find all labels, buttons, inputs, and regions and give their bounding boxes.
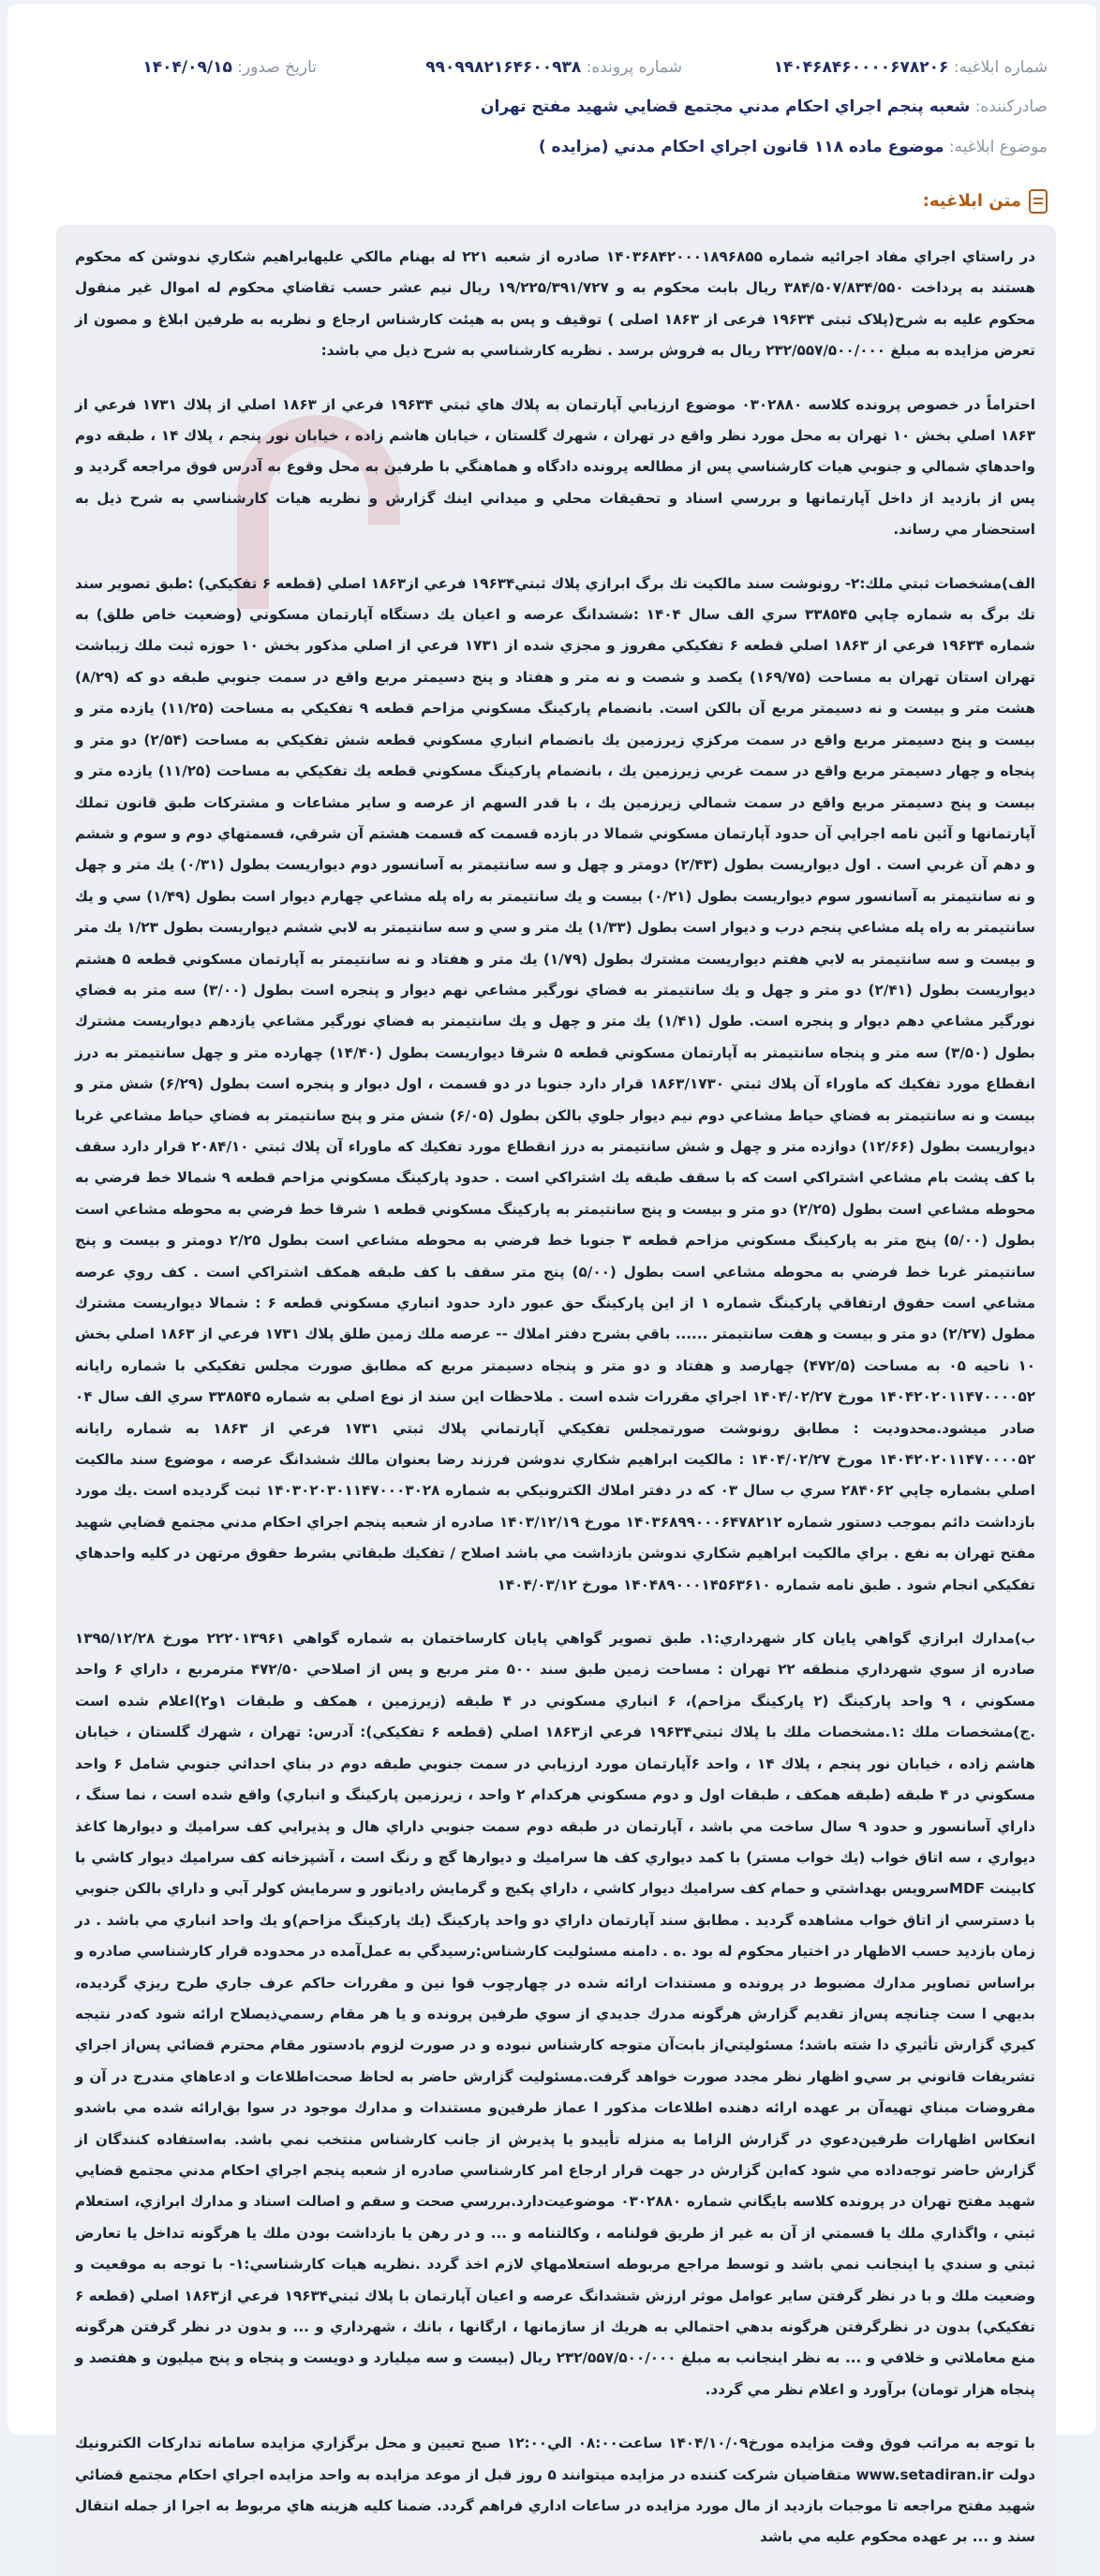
notice-body-text: [75, 242, 1035, 2554]
document-icon: [1029, 189, 1048, 214]
paragraph-expert-intro: احتراماً در خصوص پرونده كلاسه ۰۳۰۲۸۸۰ موضوع ارزيابي آپارتمان به پلاك هاي ثبتي ۱۹۶۳۴ فرعي از ۱۸۶۳ اصلي از پلاك ۱۷۳۱ فرعي از ۱۸۶۳ اصلي بخش ۱۰ تهران به محل مورد نظر واقع در تهران ، شهرك گلستان ، خيابان هاشم زاده ، خيابان نور پنجم ، پلاك ۱۴ ، طبقه دوم واحدهاي شمالي و جنوبي هيات كارشناسي پس از مطالعه پرونده دادگاه و هماهنگي با طرفين به محل وقوع به آدرس فوق مراجعه گرديد و پس از بازديد از داخل آپارتمانها و بررسي اسناد و تحقيقات محلي و ميداني اينك گزارش و نظريه هيات كارشناسي به شرح ذيل به استحضار مي رساند.: [75, 395, 1035, 539]
issue-date: ۱۴۰۴/۰۹/۱۵: [142, 58, 232, 77]
notice-meta-row: [45, 56, 1048, 79]
issuer: شعبه پنجم اجراي احكام مدني مجتمع قضايي شهيد مفتح تهران: [481, 97, 971, 116]
notice-number: ۱۴۰۴۶۸۴۶۰۰۰۰۶۷۸۲۰۶: [773, 58, 949, 77]
notice-number-field: شماره ابلاغيه: ۱۴۰۴۶۸۴۶۰۰۰۰۶۷۸۲۰۶: [773, 58, 1048, 77]
subject: موضوع ماده ۱۱۸ قانون اجراي احكام مدني (مزايده ): [538, 138, 944, 156]
paragraph-registration-details: الف)مشخصات ثبتي ملك:۲- رونوشت سند مالكيت تك برگ ابرازي پلاك ثبتي۱۹۶۳۴ فرعي از۱۸۶۳ اصلي (قطعه ۶ تفكيكي) :طبق تصوير سند تك برگ به شماره چاپي ۳۳۸۵۴۵ سري الف سال ۱۴۰۴ :ششدانگ عرصه و اعيان يك دستگاه آپارتمان مسكوني (وضعيت خاص طلق) به شماره ۱۹۶۳۴ فرعي از ۱۸۶۳ اصلي قطعه ۶ تفكيكي مفروز و مجزي شده از ۱۷۳۱ فرعي از اصلي مذكور بخش ۱۰ حوزه ثبت ملك زيباشت تهران استان تهران به مساحت (۱۶۹/۷۵) يكصد و شصت و نه متر و هفتاد و پنج دسيمتر مربع واقع در سمت جنوبي طبقه دو كه (۸/۲۹) هشت متر و بيست و نه دسيمتر مربع آن بالكن است. بانضمام پاركينگ مسكوني مزاحم قطعه ۹ تفكيكي به مساحت (۱۱/۲۵) يازده متر و بيست و پنج دسيمتر مربع واقع در سمت مركزي زيرزمين يك بانضمام انباري مسكوني قطعه شش تفكيكي به مساحت (۲/۵۴) دو متر و پنجاه و چهار دسيمتر مربع واقع در سمت غربي زيرزمين يك ، بانضمام پاركينگ مسكوني قطعه يك تفكيكي به مساحت (۱۱/۲۵) يازده متر و بيست و پنج دسيمتر مربع واقع در سمت شمالي زيرزمين يك ، با قدر السهم از عرصه و ساير مشاعات و مشتركات طبق قانون تملك آپارتمانها و آئين نامه اجرايي آن حدود آپارتمان مسكوني شمالا در بازده قسمت كه قسمت هشتم آن شرقي، قسمتهاي دوم و سوم و ششم و دهم آن غربي است . اول ديواريست بطول (۲/۴۳) دومتر و چهل و سه سانتيمتر به آسانسور دوم ديواريست بطول (۰/۳۱) يك متر و چهل و نه سانتيمتر به آسانسور سوم ديواريست بطول (۰/۲۱) بيست و يك سانتيمتر به راه پله مشاعي چهارم ديوار است بطول (۱/۴۹) سي و يك سانتيمتر به راه پله مشاعي پنجم درب و ديوار است بطول (۱/۳۳) يك متر و سي و سه سانتيمتر به لابي ششم ديواريست بطول ۱/۲۳ يك متر و بيست و سه سانتيمتر به لابي هفتم ديواريست مشترك بطول (۱/۷۹) يك متر و هفتاد و نه سانتيمتر به آپارتمان مسكوني قطعه ۵ هشتم ديواريست بطول (۲/۴۱) دو متر و چهل و يك سانتيمتر به فضاي نورگير مشاعي نهم ديوار و پنجره است بطول (۳/۰۰) سه متر به فضاي نورگير مشاعي دهم ديوار و پنجره است. طول (۱/۴۱) يك متر و چهل و يك سانتيمتر به فضاي نورگير مشاعي يازدهم ديواريست مشترك بطول (۳/۵۰) سه متر و پنجاه سانتيمتر به آپارتمان مسكوني قطعه ۵ شرقا ديواريست بطول (۱۴/۴۰) چهارده متر و چهل سانتيمتر به درز انقطاع مورد تفكيك كه ماوراء آن پلاك ثبتي ۱۸۶۳/۱۷۳۰ قرار دارد جنوبا در دو قسمت ، اول ديوار و پنجره است بطول (۶/۲۹) شش متر و بيست و نه سانتيمتر به فضاي حياط مشاعي دوم نيم ديوار جلوي بالكن بطول (۶/۰۵) شش متر و پنج سانتيمتر به فضاي حياط مشاعي غربا ديواريست بطول (۱۲/۶۶) دوازده متر و چهل و شش سانتيمتر به درز انقطاع مورد تفكيك كه ماوراء آن پلاك ثبتي ۲۰۸۴/۱۰ قرار دارد سقف با كف پشت بام مشاعي اشتراكي است كه با سقف طبقه يك اشتراكي است . حدود پاركينگ مسكوني مزاحم قطعه ۹ شمالا خط فرضي به محوطه مشاعي است بطول (۲/۲۵) دو متر و بيست و پنج سانتيمتر به پاركينگ مسكوني قطعه ۱ شرقا خط فرضي به محوطه مشاعي است بطول (۵/۰۰) پنج متر به پاركينگ مسكوني مزاحم قطعه ۳ جنوبا خط فرضي به محوطه مشاعي است بطول ۲/۲۵ دومتر و بيست و پنج سانتيمتر غربا خط فرضي به محوطه مشاعي است بطول (۵/۰۰) پنج متر سقف با كف طبقه همكف اشتراكي است . كف روي عرصه مشاعي است حقوق ارتفاقي پاركينگ شماره ۱ از اين پاركينگ حق عبور دارد حدود انباري مسكوني قطعه ۶ : شمالا ديواريست مشترك مطول (۲/۲۷) دو متر و بيست و هفت سانتيمتر ...... باقي بشرح دفتر املاك -- عرصه ملك زمين طلق پلاك ۱۷۳۱ فرعي از ۱۸۶۳ اصلي بخش ۱۰ ناحيه ۰۵ به مساحت (۴۷۲/۵) چهارصد و هفتاد و دو متر و پنجاه دسيمتر مربع كه مطابق صورت مجلس تفكيكي با شماره رايانه ۱۴۰۴۲۰۲۰۱۱۴۷۰۰۰۰۵۲ مورخ ۱۴۰۴/۰۲/۲۷ اجراي مقررات شده است . ملاحظات اين سند از نوع اصلي به شماره ۳۳۸۵۴۵ سري الف سال ۰۴ صادر ميشود.محدوديت : مطابق رونوشت صورتمجلس تفكيكي آپارتماني پلاك ثبتي ۱۷۳۱ فرعي از ۱۸۶۳ به شماره رايانه ۱۴۰۴۲۰۲۰۱۱۴۷۰۰۰۰۵۲ مورخ ۱۴۰۴/۰۲/۲۷ : مالكيت ابراهيم شكاري ندوشن فرزند رضا بعنوان مالك ششدانگ عرصه ، موضوع سند مالكيت اصلي بشماره چاپي ۲۸۴۰۶۲ سري ب سال ۰۳ كه در دفتر املاك الكترونيكي به شماره ۱۴۰۳۰۲۰۳۰۱۱۴۷۰۰۰۳۰۲۸ ثبت گرديده است .يك مورد بازداشت دائم بموجب دستور شماره ۱۴۰۳۶۸۹۹۰۰۰۶۴۷۸۲۱۲ مورخ ۱۴۰۳/۱۲/۱۹ صادره از شعبه پنجم اجراي احكام مدني مجتمع قضايي شهيد مفتح تهران به نفع . براي مالكيت ابراهيم شكاري ندوشن بازداشت مي باشد اصلاح / تفكيك طبقاتي بشرط حقوق مرتهن در كليه واحدهاي تفكيكي انجام شود . طبق نامه شماره ۱۴۰۴۸۹۰۰۰۱۴۵۶۳۶۱۰ مورخ ۱۴۰۴/۰۳/۱۲: [75, 574, 1036, 1593]
paragraph-documents-and-valuation: ب)مدارك ابرازي گواهي پايان كار شهرداري:۱. طبق تصوير گواهي پايان كارساختمان به شماره گواهي ۲۲۲۰۱۳۹۶۱ مورخ ۱۳۹۵/۱۲/۲۸ صادره از سوي شهرداري منطقه ۲۲ تهران : مساحت زمين طبق سند ۵۰۰ متر مربع و پس از اصلاحي ۴۷۲/۵۰ مترمربع ، داراي ۶ واحد مسكوني ، ۹ واحد پاركينگ (۲ پاركينگ مزاحم)، ۶ انباري مسكوني در ۴ طبقه (زيرزمين ، همكف و طبقات ۱و۲)اعلام شده است .ج)مشخصات ملك :۱.مشخصات ملك با پلاك ثبتي۱۹۶۳۴ فرعي از۱۸۶۳ اصلي (قطعه ۶ تفكيكي): آدرس: تهران ، شهرك گلستان ، خيابان هاشم زاده ، خيابان نور پنجم ، پلاك ۱۴ ، واحد ۶آپارتمان مورد ارزيابي در سمت جنوبي طبقه دوم در بناي احداثي جنوبي شامل ۶ واحد مسكوني در ۴ طبقه (طبقه همكف ، طبقات اول و دوم مسكوني هركدام ۲ واحد ، زيرزمين پاركينگ و انباري) واقع شده است ، نما سنگ ، داراي آسانسور و حدود ۹ سال ساخت مي باشد ، آپارتمان در طبقه دوم سمت جنوبي داراي هال و پذيرايي كف سراميك و ديوارها كاغذ ديواري ، سه اتاق خواب (يك خواب مستر) با كمد ديواري كف ها سراميك و ديوارها گچ و رنگ است ، آشپزخانه كف سراميك ديوار كاشي با كابينت MDFسرويس بهداشتي و حمام كف سراميك ديوار كاشي ، داراي پكيج و گرمايش رادياتور و سرمايش كولر آبي و داراي بالكن جنوبي با دسترسي از اتاق خواب مشاهده گرديد . مطابق سند آپارتمان داراي دو واحد پاركينگ (يك پاركينگ مزاحم)و يك واحد انباري مي باشد . در زمان بازديد حسب الاظهار در اختيار محكوم له بود .ه . دامنه مسئوليت كارشناس:رسيدگي به عمل‌آمده در محدوده قرار كارشناسي صادره و براساس تصاوير مدارك مضبوط در پرونده و مستندات ارائه شده در چهارچوب قوا نين و مقررات حاكم عرف جاري طرح ريزي گرديده، بديهي ا ست چنانچه پس‌از تقديم گزارش هرگونه مدرك جديدي از سوي طرفين پرونده و يا هر مقام رسمي‌ذيصلاح ارائه شود كه‌در نتيجه كيري گزارش تأثيري دا شته باشد؛ مسئوليتي‌از بابت‌آن متوجه كارشناس نبوده و در صورت لزوم بادستور مقام محترم قضائي پس‌از اجراي تشريفات قانوني بر سي‌و اظهار نظر مجدد صورت خواهد گرفت.مسئوليت گزارش حاضر به لحاظ صحت‌اطلاعات و ادعاهاي مندرج در آن و مفروضات مبناي تهيه‌آن بر عهده ارائه دهنده اطلاعات مذكور ا عماز طرفين‌و مستندات و مدارك موجود در سوا بق‌ارائه شده مي باشدو انعكاس اظهارات طرفين‌دعوي در گزارش الزاما به منزله تأييدو يا پذيرش از جانب كارشناس منتخب نمي باشد. به‌استفاده كنندگان از گزارش حاضر توجه‌داده مي شود كه‌اين گزارش در جهت قرار ارجاع امر كارشناسي صادره از شعبه پنجم اجراي احكام مدني مجتمع قضايي شهيد مفتح تهران در پرونده كلاسه بايگاني شماره ۰۳۰۲۸۸۰ موضوعيت‌دارد.بررسي صحت و سقم و اصالت اسناد و مدارك ابرازي، استعلام ثبتي ، واگذاري ملك يا قسمتي از آن به غير از طريق قولنامه ، وكالتنامه و ... و در رهن يا بازداشت بودن ملك يا هرگونه تداخل يا تعارض ثبتي و سندي يا اينجانب نمي باشد و توسط مراجع مربوطه استعلامهاي لازم اخذ گردد .نظريه هيات كارشناسي:۱- با توجه به موقعيت و وضعيت ملك و با در نظر گرفتن ساير عوامل موثر ارزش ششدانگ عرصه و اعيان آپارتمان با پلاك ثبتي۱۹۶۳۴ فرعي از۱۸۶۳ اصلي (قطعه ۶ تفكيكي) بدون در نظرگرفتن هرگونه بدهي احتمالي به هريك از سازمانها ، ارگانها ، بانك ، شهرداري و ... و بدون در نظر گرفتن هرگونه منع معاملاتي و خلافي و ... به نظر اينجانب به مبلغ ۲۳۲/۵۵۷/۵۰۰/۰۰۰ ريال (بيست و سه ميليارد و دويست و پنجاه و پنج ميليون و هفتصد و پنجاه هزار تومان) برآورد و اعلام نظر مي گردد.: [75, 1630, 1036, 2398]
notice-text-heading: متن ابلاغيه:: [923, 189, 1048, 214]
paragraph-execution: در راستاي اجراي مفاد اجرائيه شماره ۱۴۰۳۶۸۴۲۰۰۰۱۸۹۶۸۵۵ صادره از شعبه ۲۲۱ له بهنام مالكي عليهابراهيم شكاري ندوشن كه محكوم هستند به پرداخت ۳۸۴/۵۰۷/۸۳۴/۵۵۰ ريال بابت محكوم به و ۱۹/۲۲۵/۳۹۱/۷۲۷ ريال نيم عشر حسب تقاضاي محكوم له اموال غير منقول محكوم عليه به شرح(پلاک ثبتی ۱۹۶۳۴ فرعی از ۱۸۶۳ اصلی ) توقيف و پس به هيئت كارشناس ارجاع و نظريه به طرفين ابلاغ و مصون از تعرض مزايده به مبلغ ۲۳۲/۵۵۷/۵۰۰/۰۰۰ ريال به فروش برسد . نظريه كارشناسي به شرح ذيل مي باشد:: [75, 248, 1035, 360]
case-number-field: شماره پرونده: ۹۹۰۹۹۸۲۱۶۴۶۰۰۹۳۸: [425, 58, 682, 77]
case-number: ۹۹۰۹۹۸۲۱۶۴۶۰۰۹۳۸: [425, 58, 582, 77]
issuer-field: صادركننده: شعبه پنجم اجراي احكام مدني مجتمع قضايي شهيد مفتح تهران: [481, 97, 1048, 116]
issue-date-field: تاريخ صدور: ۱۴۰۴/۰۹/۱۵: [142, 58, 317, 77]
subject-field: موضوع ابلاغيه: موضوع ماده ۱۱۸ قانون اجراي احكام مدني (مزايده ): [538, 138, 1048, 156]
notice-body-box: [56, 225, 1056, 2576]
paragraph-auction-time: با توجه به مراتب فوق وقت مزايده مورخ۱۴۰۴/۱۰/۰۹ ساعت۰۸:۰۰ الي۱۲:۰۰ صبح تعيين و محل برگزاري مزايده سامانه تداركات الكترونيك دولت www.setadiran.ir متقاضيان شركت كننده در مزايده ميتوانند ۵ روز قبل از موعد مزايده به واحد مزايده اجراي احكام مجتمع قضائي شهيد مفتح مراجعه تا موجبات بازديد از مال مورد مزايده در ساعات اداري فراهم گردد. ضمنا كليه هزينه هاي مربوط به اجرا از جمله انتقال سند و ... بر عهده محكوم عليه مي باشد: [75, 2435, 1035, 2546]
